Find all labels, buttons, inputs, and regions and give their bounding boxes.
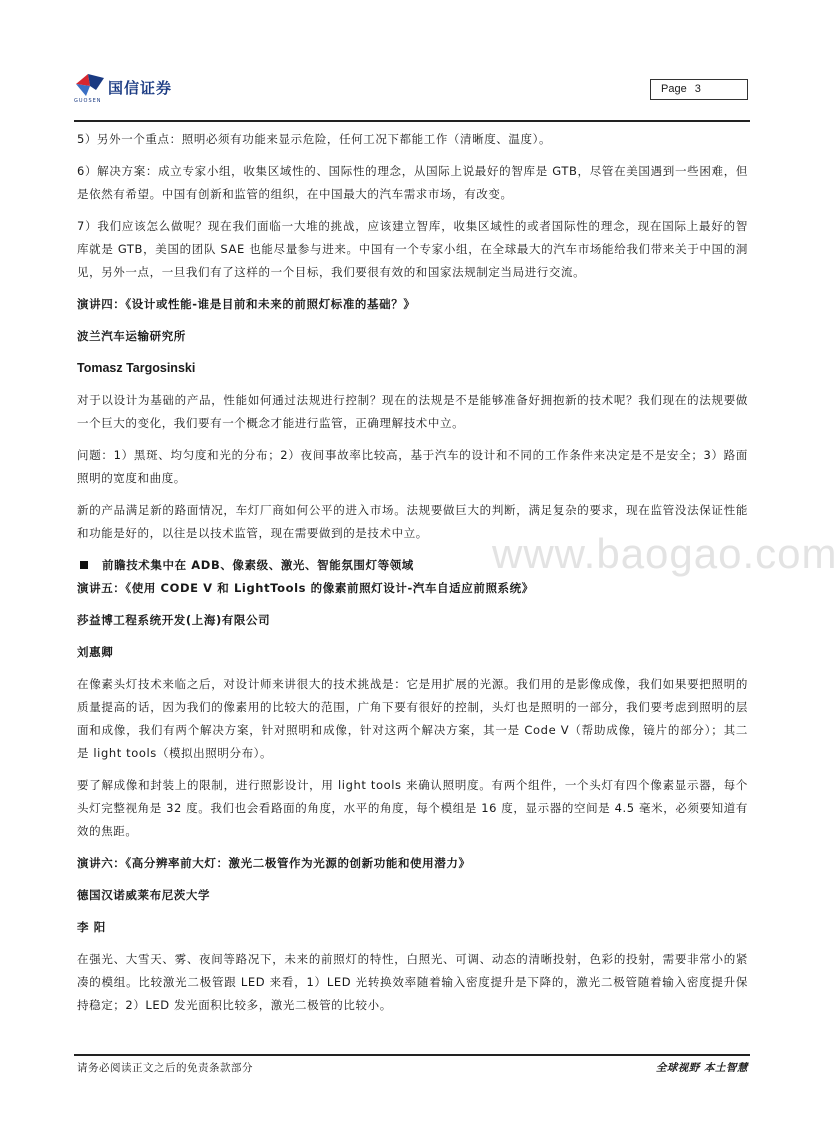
watermark: www.baogao.com <box>492 530 838 577</box>
header-divider <box>74 120 750 122</box>
talk4-speaker: Tomasz Targosinski <box>77 361 196 375</box>
document-body <box>77 128 748 1026</box>
page-number: 3 <box>694 83 701 95</box>
talk6-speaker: 李 阳 <box>77 920 106 934</box>
square-bullet-icon <box>80 561 88 569</box>
section-bullet <box>77 554 748 577</box>
paragraph: 6）解决方案：成立专家小组，收集区域性的、国际性的理念，从国际上说最好的智库是 GTB，尽管在美国遇到一些困难，但是依然有希望。中国有创新和监管的组织，在中国最大的汽车需求市场，有改变。 <box>77 164 748 201</box>
paragraph: 在像素头灯技术来临之后，对设计师来讲很大的技术挑战是：它是用扩展的光源。我们用的是影像成像，我们如果要把照明的质量提高的话，因为我们的像素用的比较大的范围，广角下要有很好的控制，头灯也是照明的一部分，我们要考虑到照明的层面和成像，我们有两个解决方案，针对照明和成像，针对这两个解决方案，其一是 Code V（帮助成像，镜片的部分）；其二是 light tools（模拟出照明分布）。 <box>77 677 748 760</box>
paragraph: 新的产品满足新的路面情况，车灯厂商如何公平的进入市场。法规要做巨大的判断，满足复杂的要求，现在监管没法保证性能和功能是好的，以往是以技术监管，现在需要做到的是技术中立。 <box>77 503 748 540</box>
paragraph: 在强光、大雪天、雾、夜间等路况下，未来的前照灯的特性，白照光、可调、动态的清晰投射，色彩的投射，需要非常小的紧凑的模组。比较激光二极管跟 LED 来看，1）LED 光转换效率随着输入密度提升是下降的，激光二极管随着输入密度提升保持稳定；2）LED 发光面积比较多，激光二极管的比较小。 <box>77 952 748 1012</box>
footer-slogan: 全球视野 本土智慧 <box>655 1062 748 1074</box>
talk4-title: 演讲四：《设计或性能-谁是目前和未来的前照灯标准的基础？》 <box>77 297 416 311</box>
talk6-organization: 德国汉诺威莱布尼茨大学 <box>77 888 211 902</box>
talk5-organization: 莎益博工程系统开发(上海)有限公司 <box>77 613 271 627</box>
page-indicator <box>650 79 748 100</box>
talk5-speaker: 刘惠卿 <box>77 645 114 659</box>
footer-divider <box>74 1054 750 1056</box>
logo-mark-icon <box>74 72 106 98</box>
paragraph: 对于以设计为基础的产品，性能如何通过法规进行控制？现在的法规是不是能够准备好拥抱新的技术呢？我们现在的法规要做一个巨大的变化，我们要有一个概念才能进行监管，正确理解技术中立。 <box>77 393 748 430</box>
section-bullet-text: 前瞻技术集中在 ADB、像素级、激光、智能氛围灯等领域 <box>102 558 414 572</box>
paragraph: 问题：1）黑斑、均匀度和光的分布；2）夜间事故率比较高，基于汽车的设计和不同的工作条件来决定是不是安全；3）路面照明的宽度和曲度。 <box>77 448 748 485</box>
talk4-organization: 波兰汽车运输研究所 <box>77 329 186 343</box>
page-label: Page <box>661 83 687 95</box>
logo-subtext: GUOSEN <box>74 98 102 104</box>
paragraph: 要了解成像和封装上的限制，进行照影设计，用 light tools 来确认照明度。有两个组件，一个头灯有四个像素显示器，每个头灯完整视角是 32 度。我们也会看路面的角度，水平的角度，每个模组是 16 度，显示器的空间是 4.5 毫米，必须要知道有效的焦距。 <box>77 778 748 838</box>
paragraph: 5）另外一个重点：照明必须有功能来显示危险，任何工况下都能工作（清晰度、温度）。 <box>77 132 552 146</box>
company-logo <box>74 72 194 106</box>
footer-disclaimer: 请务必阅读正文之后的免责条款部分 <box>77 1062 253 1074</box>
paragraph: 7）我们应该怎么做呢？现在我们面临一大堆的挑战，应该建立智库，收集区域性的或者国际性的理念，现在国际上最好的智库就是 GTB，美国的团队 SAE 也能尽量参与进来。中国有一个专家小组，在全球最大的汽车市场能给我们带来关于中国的洞见，另外一点，一旦我们有了这样的一个目标，我们要很有效的和国家法规制定当局进行交流。 <box>77 219 748 279</box>
talk5-title: 演讲五：《使用 CODE V 和 LightTools 的像素前照灯设计-汽车自适应前照系统》 <box>77 581 534 595</box>
logo-text: 国信证券 <box>108 79 173 97</box>
talk6-title: 演讲六：《高分辨率前大灯：激光二极管作为光源的创新功能和使用潜力》 <box>77 856 471 870</box>
